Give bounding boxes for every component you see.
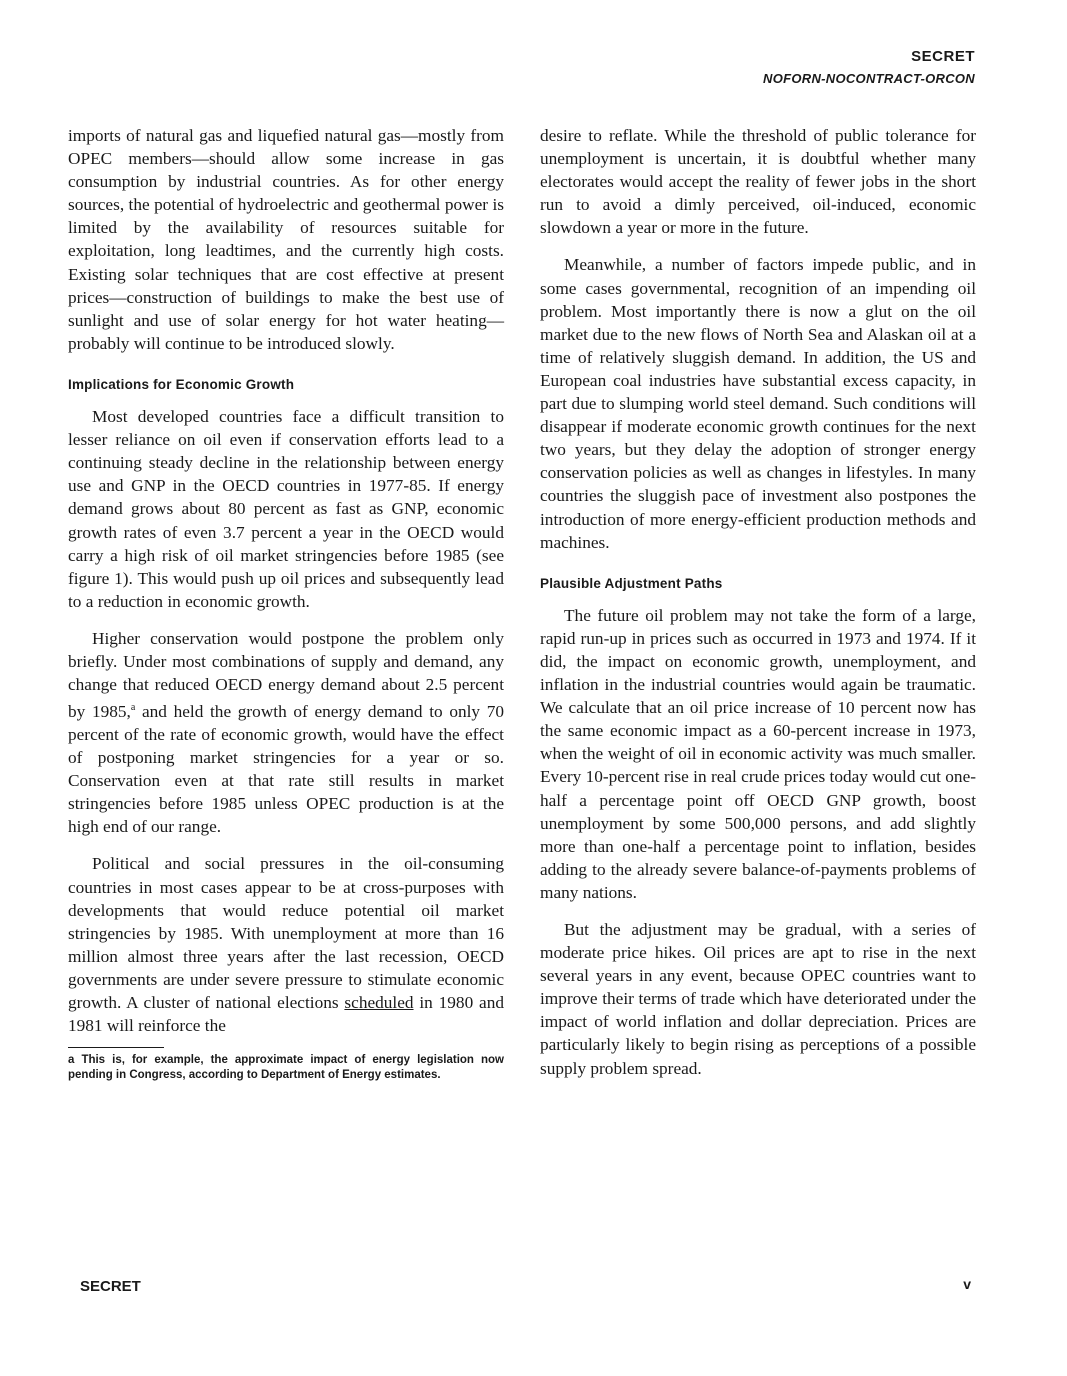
left-paragraph-4 — [68, 852, 504, 1037]
left-paragraph-3-text-a: Higher conservation would postpone the problem only briefly. Under most combinations of supply and demand, any change that reduced OECD energy demand about 2.5 percent by 1985, — [68, 628, 504, 721]
underlined-word: scheduled — [344, 993, 414, 1013]
header-dissemination: NOFORN-NOCONTRACT-ORCON — [763, 71, 975, 86]
section-heading-adjustment-paths: Plausible Adjustment Paths — [540, 575, 723, 591]
left-paragraph-3 — [68, 627, 504, 839]
footer-classification: SECRET — [80, 1278, 141, 1295]
right-paragraph-1: desire to reflate. While the threshold of public tolerance for unemployment is uncertain, it is doubtful whether many electorates would accept the reality of fewer jobs in the short run to avoid a dimly perceived, oil-induced, economic slowdown a year or more in the future. — [540, 126, 976, 238]
header-classification: SECRET — [911, 48, 975, 65]
right-paragraph-4: But the adjustment may be gradual, with a series of moderate price hikes. Oil prices are apt to rise in the next several years in any event, because OPEC countries want to improve their terms of trade which have deteriorated under the impact of world inflation and dollar depreciation. Prices are particularly likely to begin rising as perceptions of a possible supply problem spread. — [540, 920, 976, 1078]
footnote-text: a This is, for example, the approximate impact of energy legislation now pending in Congress, according to Department of Energy estimates. — [68, 1054, 504, 1082]
right-paragraph-3: The future oil problem may not take the form of a large, rapid run-up in prices such as occurred in 1973 and 1974. If it did, the impact on economic growth, unemployment, and inflation in the industrial countries would again be traumatic. We calculate that an oil price increase of 10 percent now has the same economic impact as a 60-percent increase in 1973, when the weight of oil in economic activity was much smaller. Every 10-percent rise in real crude prices today would cut one-half a percentage point off OECD GNP growth, boost unemployment by some 500,000 persons, and add slightly more than one-half a percentage point to inflation, besides adding to the already severe balance-of-payments problems of many nations. — [540, 605, 976, 902]
page-number: v — [963, 1276, 971, 1292]
left-paragraph-1: imports of natural gas and liquefied natural gas—mostly from OPEC members—should allow some increase in gas consumption by industrial countries. As for other energy sources, the potential of hydroelectric and geothermal power is limited by the availability of resources suitable for exploitation, long leadtimes, and the currently high costs. Existing solar techniques that are cost effective at present prices—construction of buildings to make the best use of sunlight and use of solar energy for hot water heating—probably will continue to be introduced slowly. — [68, 126, 504, 353]
left-paragraph-4-text-b: in 1980 and 1981 will reinforce the — [68, 993, 504, 1036]
right-paragraph-2: Meanwhile, a number of factors impede public, and in some cases governmental, recognition of an impending oil problem. Most importantly there is now a glut on the oil market due to the new flows of North Sea and Alaskan oil at a time of relatively sluggish demand. In addition, the US and European coal industries have substantial excess capacity, in part due to slumping world steel demand. Such conditions will disappear if moderate economic growth continues for the next two years, but they delay the adoption of stronger energy conservation policies as well as changes in lifestyles. In many countries the sluggish pace of investment also postpones the introduction of more energy-efficient production methods and machines. — [540, 255, 976, 552]
left-column — [68, 124, 504, 1083]
right-column — [540, 124, 976, 1094]
section-heading-economic-growth: Implications for Economic Growth — [68, 376, 295, 392]
footnote-marker: a — [130, 702, 136, 714]
left-paragraph-2: Most developed countries face a difficult transition to lesser reliance on oil even if conservation efforts lead to a continuing steady decline in the relationship between energy use and GNP in the OECD countries in 1977-85. If energy demand grows about 80 percent as fast as GNP, economic growth rates of even 3.7 percent a year in the OECD would carry a high risk of oil market stringencies before 1985 (see figure 1). This would push up oil prices and subsequently lead to a reduction in economic growth. — [68, 407, 504, 611]
left-paragraph-3-text-b: and held the growth of energy demand to only 70 percent of the rate of economic growth, would have the effect of postponing market stringencies for a year or so. Conservation even at that rate still results in market stringencies before 1985 unless OPEC production is at the high end of our range. — [68, 701, 505, 837]
footnote-rule — [68, 1047, 164, 1048]
page-header — [763, 48, 975, 86]
left-paragraph-4-text-a: Political and social pressures in the oil-consuming countries in most cases appear to be at cross-purposes with developments that would reduce potential oil market stringencies by 1985. With unemployment at more than 16 million almost three years after the last recession, OECD governments are under severe pressure to stimulate economic growth. A cluster of national elections — [68, 854, 504, 1013]
